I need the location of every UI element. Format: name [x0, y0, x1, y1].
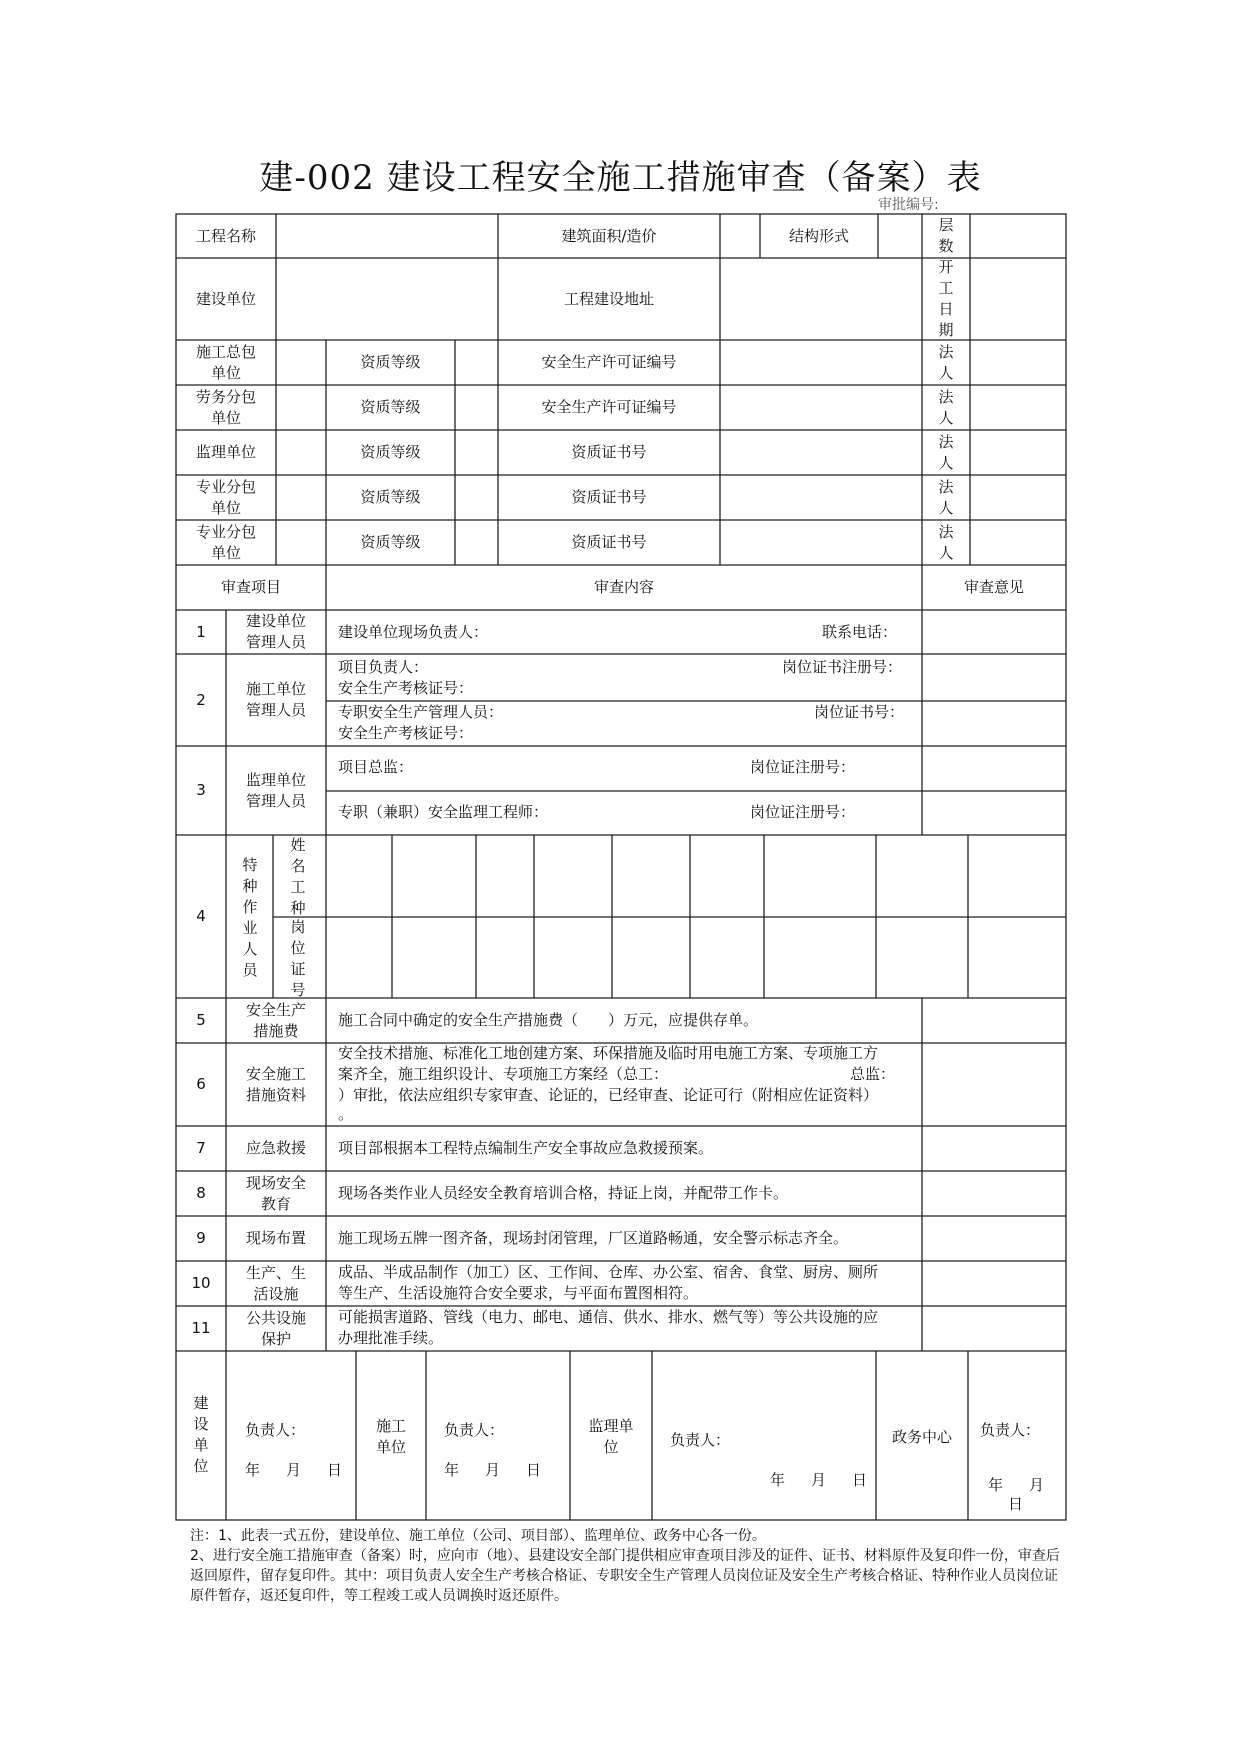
row-content: 安全生产考核证号：	[338, 724, 474, 742]
row-content: 总监：	[850, 1065, 896, 1083]
footnotes	[190, 1526, 1070, 1606]
note-2: 2、进行安全施工措施审查（备案）时，应向市（地）、县建设安全部门提供相应审查项目涉及的证件、证书、材料原件及复印件一份，审查后返回原件，留存复印件。其中：项目负责人安全生产考核合格证、专职安全生产管理人员岗位证及安全生产考核合格证、特种作业人员岗位证原件暂存，返还复印件，等工程竣工或人员调换时返还原件。	[190, 1548, 1060, 1604]
row-content: ）审批，依法应组织专家审查、论证的，已经审查、论证可行（附相应佐证资料）	[338, 1086, 879, 1104]
row-label: 公共设施保护	[245, 1308, 306, 1348]
row-content: 施工合同中确定的安全生产措施费（ ）万元，应提供存单。	[338, 1011, 759, 1029]
label-legal-rep: 法人	[938, 387, 954, 427]
row-number: 4	[196, 907, 206, 925]
review-opinion-header: 审查意见	[963, 578, 1024, 596]
label-legal-rep: 法人	[938, 477, 954, 517]
row-number: 11	[191, 1319, 211, 1337]
signoff-gov-center-label: 政务中心	[891, 1427, 952, 1446]
date-month: 月	[286, 1461, 302, 1479]
row-content: 岗位证注册号：	[750, 758, 856, 776]
date-month: 月	[1029, 1476, 1045, 1494]
row-content: 岗位证书号：	[814, 703, 905, 721]
row-content: 。	[338, 1105, 354, 1123]
row-number: 1	[196, 622, 206, 641]
label-labor-sub: 劳务分包单位	[195, 387, 256, 427]
date-year: 年	[245, 1461, 261, 1479]
row-content: 项目部根据本工程特点编制生产安全事故应急救援预案。	[338, 1139, 714, 1157]
note-1: 注：1、此表一式五份，建设单位、施工单位（公司、项目部）、监理单位、政务中心各一份。	[190, 1528, 766, 1544]
row4-sub-cert-no: 岗位证号	[290, 918, 306, 999]
label-special-sub: 专业分包单位	[195, 477, 256, 517]
label-special-sub: 专业分包单位	[195, 522, 256, 562]
label-safety-license: 安全生产许可证编号	[541, 398, 677, 416]
signoff-builder-responsible: 负责人：	[245, 1421, 306, 1439]
signoff-gov-date-ym	[988, 1475, 1044, 1496]
row-number: 9	[196, 1229, 206, 1247]
date-year: 年	[770, 1471, 786, 1489]
signoff-supervisor-responsible: 负责人：	[670, 1431, 731, 1449]
label-start-date: 开工日期	[938, 258, 954, 339]
row-label: 现场安全教育	[245, 1173, 306, 1213]
row-content: 岗位证书注册号：	[782, 658, 903, 676]
signoff-supervisor-date	[770, 1470, 867, 1491]
label-qual-cert: 资质证书号	[571, 443, 647, 461]
label-qual-grade: 资质等级	[360, 488, 421, 506]
row-label: 现场布置	[245, 1229, 306, 1247]
label-floors: 层数	[938, 216, 954, 255]
row-number: 7	[196, 1139, 206, 1157]
label-safety-license: 安全生产许可证编号	[541, 353, 677, 371]
label-legal-rep: 法人	[938, 522, 954, 562]
row-number: 6	[196, 1075, 206, 1093]
signoff-contractor-responsible: 负责人：	[444, 1421, 505, 1439]
form-title: 建-002 建设工程安全施工措施审查（备案）表	[259, 158, 982, 198]
label-qual-grade: 资质等级	[360, 443, 421, 461]
date-year: 年	[444, 1461, 460, 1479]
signoff-builder-date	[245, 1460, 342, 1481]
row-label: 特种作业人员	[242, 856, 258, 979]
signoff-contractor-label: 施工单位	[375, 1417, 406, 1456]
row-content: 安全生产考核证号：	[338, 679, 474, 697]
label-general-contractor: 施工总包单位	[195, 342, 256, 382]
row-content: 现场各类作业人员经安全教育培训合格，持证上岗，并配带工作卡。	[338, 1184, 789, 1202]
date-day: 日	[327, 1461, 343, 1479]
label-area-cost: 建筑面积/造价	[561, 226, 657, 245]
row-number: 3	[196, 781, 206, 799]
signoff-gov-responsible: 负责人：	[980, 1421, 1041, 1439]
row-label: 应急救援	[245, 1139, 306, 1157]
row-label: 建设单位管理人员	[245, 612, 306, 651]
row-content: 专职安全生产管理人员：	[338, 703, 504, 721]
date-day: 日	[526, 1461, 542, 1479]
row-content: 等生产、生活设施符合安全要求，与平面布置图相符。	[338, 1284, 699, 1302]
row-label: 安全生产措施费	[245, 1000, 306, 1040]
label-qual-grade: 资质等级	[360, 533, 421, 551]
row-content: 成品、半成品制作（加工）区、工作间、仓库、办公室、宿舍、食堂、厨房、厕所	[338, 1263, 879, 1281]
row-content: 项目总监：	[338, 758, 414, 776]
date-month: 月	[485, 1461, 501, 1479]
label-legal-rep: 法人	[938, 432, 954, 472]
row-content: 项目负责人：	[338, 658, 429, 676]
date-month: 月	[811, 1471, 827, 1489]
row-number: 8	[196, 1184, 206, 1202]
row-content: 岗位证注册号：	[750, 803, 856, 821]
row-content: 施工现场五牌一图齐备，现场封闭管理，厂区道路畅通，安全警示标志齐全。	[338, 1229, 849, 1247]
label-project-name: 工程名称	[195, 226, 256, 245]
row-content: 案齐全，施工组织设计、专项施工方案经（总工：	[338, 1065, 669, 1083]
label-structure: 结构形式	[788, 226, 849, 245]
signoff-builder-label: 建设单位	[193, 1394, 209, 1475]
row-content: 办理批准手续。	[338, 1329, 444, 1347]
signoff-supervisor-label: 监理单位	[588, 1417, 634, 1456]
date-year: 年	[988, 1476, 1004, 1494]
label-site-address: 工程建设地址	[563, 289, 654, 308]
review-item-header: 审查项目	[220, 578, 281, 596]
row-label: 安全施工措施资料	[245, 1064, 306, 1104]
date-day: 日	[852, 1471, 868, 1489]
row-label: 监理单位管理人员	[245, 770, 306, 810]
label-builder: 建设单位	[195, 289, 256, 308]
row-content: 安全技术措施、标准化工地创建方案、环保措施及临时用电施工方案、专项施工方	[338, 1044, 879, 1062]
approval-number-label: 审批编号:	[878, 197, 939, 213]
row-content: 建设单位现场负责人：	[338, 623, 489, 641]
signoff-contractor-date	[444, 1460, 541, 1481]
row-label: 生产、生活设施	[245, 1263, 306, 1303]
row-content: 可能损害道路、管线（电力、邮电、通信、供水、排水、燃气等）等公共设施的应	[338, 1308, 879, 1326]
row-number: 10	[191, 1274, 211, 1292]
label-supervisor: 监理单位	[195, 443, 256, 461]
label-legal-rep: 法人	[938, 342, 954, 382]
label-qual-grade: 资质等级	[360, 353, 421, 371]
label-qual-grade: 资质等级	[360, 398, 421, 416]
label-qual-cert: 资质证书号	[571, 533, 647, 551]
label-qual-cert: 资质证书号	[571, 488, 647, 506]
row-content: 专职（兼职）安全监理工程师：	[338, 803, 549, 821]
row-number: 2	[196, 690, 206, 709]
row-content: 联系电话：	[822, 623, 898, 641]
signoff-gov-date-d: 日	[1008, 1495, 1024, 1513]
row4-sub-name-type: 姓名工种	[290, 836, 306, 917]
row-number: 5	[196, 1011, 206, 1029]
review-content-header: 审查内容	[593, 578, 654, 596]
row-label: 施工单位管理人员	[245, 680, 306, 719]
